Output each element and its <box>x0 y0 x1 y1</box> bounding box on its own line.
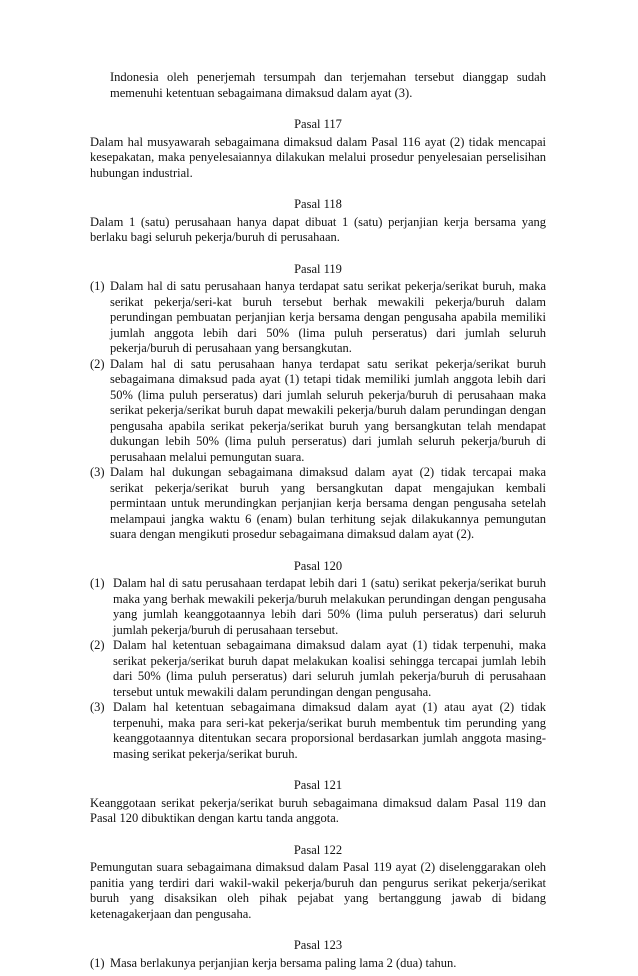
clause-number: (3) <box>90 465 105 479</box>
clause-text: Dalam hal ketentuan sebagaimana dimaksud dalam ayat (1) atau ayat (2) tidak terpenuhi, maka para seri-kat pekerja/serikat buruh membentuk tim perunding yang keanggotaannya ditentukan secara proporsional berdasarkan jumlah anggota masing-masing serikat pekerja/serikat buruh. <box>113 700 546 761</box>
clause-119-1 <box>90 279 546 357</box>
clause-number: (1) <box>90 279 105 293</box>
article-heading-121: Pasal 121 <box>293 778 343 792</box>
clause-text: Dalam hal dukungan sebagaimana dimaksud dalam ayat (2) tidak tercapai maka serikat pekerja/serikat buruh yang bersangkutan dapat mengajukan kembali permintaan untuk merundingkan perjanjian kerja bersama dengan pengusaha setelah melampaui jangka waktu 6 (enam) bulan terhitung sejak dilakukannya pemungutan suara dengan mengikuti prosedur sebagaimana dimaksud dalam ayat (2). <box>110 465 546 541</box>
clause-text: Dalam hal di satu perusahaan hanya terdapat satu serikat pekerja/serikat buruh, maka serikat pekerja/seri-kat buruh tersebut berhak mewakili pekerja/buruh dalam perundingan pembuatan perjanjian kerja bersama dengan pengusaha apabila memiliki jumlah anggota lebih dari 50% (lima puluh perseratus) dari jumlah seluruh pekerja/buruh di perusahaan yang bersangkutan. <box>110 279 546 355</box>
article-heading-119: Pasal 119 <box>294 261 342 276</box>
article-heading-117: Pasal 117 <box>294 117 342 131</box>
clause-number: (2) <box>90 638 105 652</box>
clause-number: (3) <box>90 700 105 714</box>
clause-number: (1) <box>90 955 105 970</box>
clause-number: (2) <box>90 356 105 371</box>
clause-120-3 <box>90 700 546 762</box>
clause-119-2 <box>90 357 546 466</box>
article-heading-122: Pasal 122 <box>293 842 343 857</box>
article-text-118: Dalam 1 (satu) perusahaan hanya dapat dibuat 1 (satu) perjanjian kerja bersama yang berlaku bagi seluruh pekerja/buruh di perusahaan. <box>90 214 546 244</box>
clause-number: (1) <box>90 576 105 590</box>
clause-120-2 <box>90 638 546 700</box>
clause-text: Dalam hal di satu perusahaan terdapat lebih dari 1 (satu) serikat pekerja/serikat buruh maka yang berhak mewakili pekerja/buruh melakukan perundingan dengan pengusaha yang jumlah keanggotaannya lebih dari 50% (lima puluh perseratus) dari seluruh jumlah pekerja/buruh di perusahaan tersebut. <box>113 576 546 637</box>
article-heading-118: Pasal 118 <box>294 197 342 211</box>
article-text-117: Dalam hal musyawarah sebagaimana dimaksud dalam Pasal 116 ayat (2) tidak mencapai kesepakatan, maka penyelesaiannya dilakukan melalui prosedur penyelesaian perselisihan hubungan industrial. <box>90 134 546 180</box>
article-text-122: Pemungutan suara sebagaimana dimaksud dalam Pasal 119 ayat (2) diselenggarakan oleh panitia yang terdiri dari wakil-wakil pekerja/buruh dan pengurus serikat pekerja/serikat buruh yang disaksikan oleh pihak pejabat yang bertanggung jawab di bidang ketenagakerjaan dan pengusaha. <box>90 860 546 921</box>
article-text-121: Keanggotaan serikat pekerja/serikat buruh sebagaimana dimaksud dalam Pasal 119 dan Pasal 120 dibuktikan dengan kartu tanda anggota. <box>90 795 546 825</box>
clause-120-1 <box>90 576 546 638</box>
article-heading-123: Pasal 123 <box>293 938 343 952</box>
clause-text: Dalam hal ketentuan sebagaimana dimaksud dalam ayat (1) tidak terpenuhi, maka serikat pekerja/serikat buruh dapat melakukan koalisi sehingga tercapai jumlah lebih dari 50% (lima puluh perseratus) dari seluruh jumlah pekerja/buruh di perusahaan tersebut untuk mewakili dalam perundingan dengan pengusaha. <box>113 638 546 699</box>
clause-123-1 <box>90 956 546 972</box>
document-page <box>90 70 546 971</box>
clause-text: Masa berlakunya perjanjian kerja bersama paling lama 2 (dua) tahun. <box>110 955 457 970</box>
intro-continuation: Indonesia oleh penerjemah tersumpah dan terjemahan tersebut dianggap sudah memenuhi ketentuan sebagaimana dimaksud dalam ayat (3). <box>110 70 546 100</box>
clause-text: Dalam hal di satu perusahaan hanya terdapat satu serikat pekerja/serikat buruh sebagaimana dimaksud pada ayat (1) tetapi tidak memiliki jumlah anggota lebih dari 50% (lima puluh perseratus) dari jumlah seluruh pekerja/buruh di perusahaan maka serikat pekerja/serikat buruh dapat mewakili pekerja/buruh dalam perundingan dengan pengusaha apabila serikat pekerja/serikat buruh yang bersangkutan telah mendapat dukungan lebih 50% (lima puluh perseratus) dari jumlah seluruh pekerja/buruh di perusahaan melalui pemungutan suara. <box>110 356 546 464</box>
clause-119-3 <box>90 465 546 543</box>
article-heading-120: Pasal 120 <box>293 558 343 573</box>
